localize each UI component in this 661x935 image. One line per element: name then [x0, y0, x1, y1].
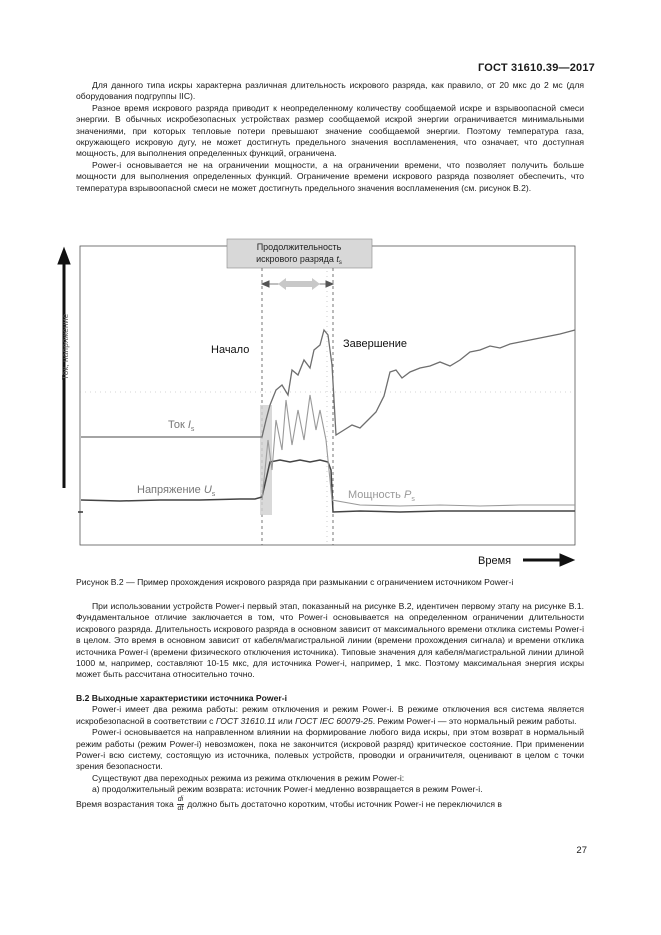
label-voltage: Напряжение $U_s$: [137, 484, 216, 498]
paragraph: Power-i имеет два режима работы: режим отключения и режим Power-i. В режиме отключения вся система является искробезопасной в соответствии с ГОСТ 31610.11 или ГОСТ IEC 60079-25. Режим Power-i — это нормальный режим работы.: [76, 704, 584, 726]
x-axis-arrow: [523, 554, 574, 566]
section-heading: В.2 Выходные характеристики источника Power-i: [76, 693, 287, 703]
label-end: Завершение: [343, 338, 407, 350]
paragraph: При использовании устройств Power-i первый этап, показанный на рисунке В.2, идентичен первому этапу на рисунке В.1. Фундаментальное отличие заключается в том, что Power-i основывается на определенном ограничении длительности искрового разряда. Длительность искрового разряда в основном зависит от максимального времени отклика системы Power-i в целом. Это время в основном зависит от кабеля/магистральной линии (времени прохождения сигнала) и времени отклика источника Power-i (времени физического отключения источника). Типовые значения для кабеля/магистральной линии длиной 1000 м, например, составляют 10-15 мкс, для источника Power-i, например, 1 мкс. Поэтому максимальная энергия искры может быть рассчитана относительно точно.: [76, 601, 584, 680]
paragraph: а) продолжительный режим возврата: источник Power-i медленно возвращается в режим Power-i.: [92, 784, 483, 795]
duration-label-line2: искрового разряда $t_s$: [256, 254, 342, 266]
duration-label-line1: Продолжительность: [256, 242, 342, 252]
label-power: Мощность $P_s$: [348, 489, 415, 503]
paragraph: Разное время искрового разряда приводит к неопределенному количеству сообщаемой искре и взрывоопасной смеси энергии. В обычных искробезопасных устройствах размер сообщаемой искрой энергии ограничивается минимальными значениями, при которых тепловые потери превышают значение сообщаемой энергии. Поэтому температура газа, окружающего искровую дугу, не может достигнуть предельного значения воспламенения, что означает, что доступная мощность, для выполнения определенных функций, ограничена.: [76, 102, 584, 159]
paragraph: Power-i основывается не на ограничении мощности, а на ограничении времени, что позволяет получить больше мощности для выполнения определенных функций. Ограничение времени искрового разряда позволяет обеспечить, что температура взрывоопасной смеси не может достигнуть предельного значения воспламенения (см. рисунок В.2).: [76, 159, 584, 193]
label-current: Ток $I_s$: [168, 419, 195, 433]
label-start: Начало: [211, 344, 250, 356]
x-axis-label: Время: [478, 555, 512, 567]
paragraph: Power-i основывается на направленном влиянии на формирование любого вида искры, при этом возврат в нормальный режим работы (режим Power-i) невозможен, пока не закончится (искровой разряд) критическое состояние. При применении Power-i всю систему, состоящую из источника, полевых устройств, проводки и ограничителя, оценивают в целом с точки зрения безопасности.: [76, 727, 584, 772]
y-axis-label: Ток, напряжение: [60, 313, 70, 380]
paragraph: Для данного типа искры характерна различная длительность искрового разряда, как правило, от 20 мкс до 2 мс (для оборудования подгруппы IIC).: [76, 80, 584, 102]
section-b2: [76, 693, 584, 813]
paragraph: Существуют два переходных режима из режима отключения в режим Power-i:: [92, 772, 405, 783]
figure-caption: Рисунок В.2 — Пример прохождения искрового разряда при размыкании с ограничением источником Power-i: [76, 577, 514, 587]
page-number: 27: [576, 845, 587, 856]
body-text: [76, 601, 584, 681]
fraction-di-dt: $\frac{di}{dt}$: [177, 795, 184, 812]
paragraph: Время возрастания тока $\frac{di}{dt}$ должно быть достаточно коротким, чтобы источник Power-i не переключился в: [76, 795, 502, 812]
document-header: ГОСТ 31610.39—2017: [477, 62, 595, 74]
